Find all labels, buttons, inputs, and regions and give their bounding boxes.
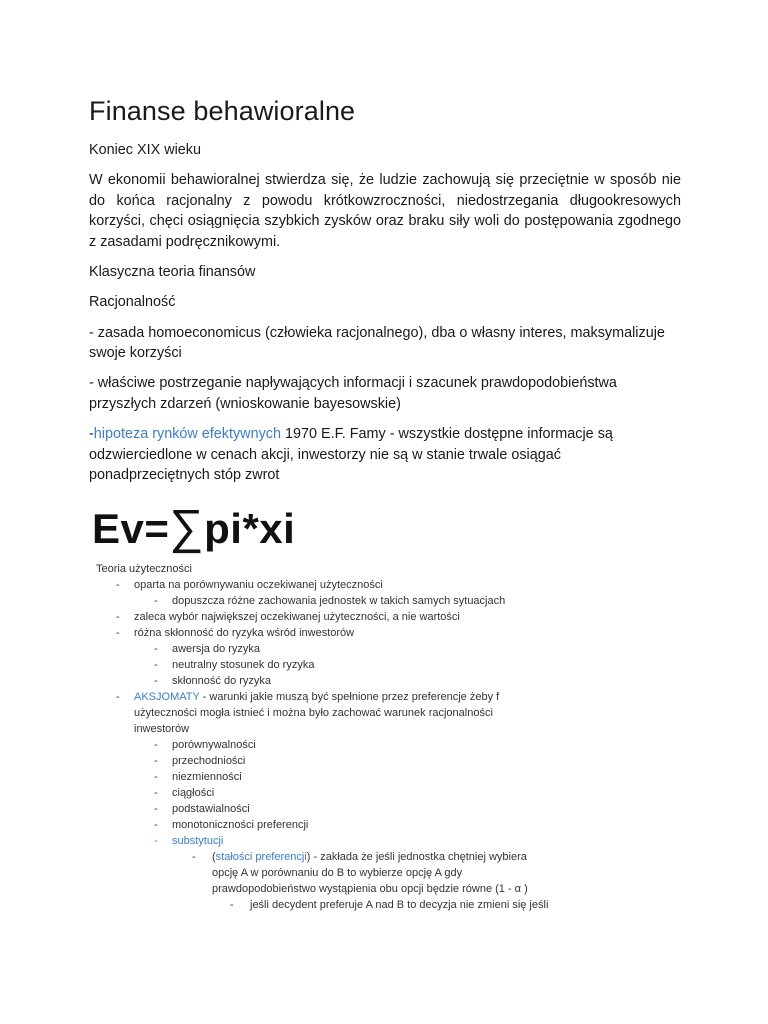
note-text-rest: - warunki jakie muszą być spełnione przez preferencje żeby f <box>199 691 500 703</box>
note-dash: - <box>116 579 120 591</box>
note-line <box>96 577 616 593</box>
note-line <box>96 721 616 737</box>
note-line <box>96 593 616 609</box>
note-text: różna skłonność do ryzyka wśród inwestorów <box>134 627 355 639</box>
note-text: jeśli decydent preferuje A nad B to decyzja nie zmieni się jeśli <box>250 899 549 911</box>
document-body <box>89 96 681 495</box>
note-dash: - <box>154 739 158 751</box>
efficient-markets-link[interactable]: hipoteza rynków efektywnych <box>93 426 281 443</box>
paragraph-dash: - <box>89 426 94 443</box>
sigma-symbol: ∑ <box>169 501 205 554</box>
note-dash: - <box>230 899 234 911</box>
note-text <box>134 689 499 705</box>
note-text: neutralny stosunek do ryzyka <box>172 659 315 671</box>
preference-stability-link[interactable]: stałości preferencji <box>215 851 307 863</box>
note-line <box>96 737 616 753</box>
paragraph-homoeconomicus: - zasada homoeconomicus (człowieka racjonalnego), dba o własny interes, maksymalizuje swoje korzyści <box>89 324 665 362</box>
note-text: awersja do ryzyka <box>172 643 261 655</box>
note-dash: - <box>154 835 158 847</box>
note-text: opcję A w porównaniu do B to wybierze opcję A gdy <box>212 867 463 879</box>
note-text: skłonność do ryzyka <box>172 675 272 687</box>
note-line <box>96 881 616 897</box>
note-text: ciągłości <box>172 787 215 799</box>
paragraph-efficient-markets <box>89 424 681 486</box>
note-line <box>96 625 616 641</box>
note-line <box>96 561 616 577</box>
paragraph-period: Koniec XIX wieku <box>89 142 201 158</box>
paragraph-bayesian: - właściwe postrzeganie napływających informacji i szacunek prawdopodobieństwa przyszłych zdarzeń (wnioskowanie bayesowskie) <box>89 375 617 412</box>
note-dash: - <box>154 803 158 815</box>
note-paren: ( <box>212 851 216 863</box>
note-line <box>96 657 616 673</box>
axioms-link[interactable]: AKSJOMATY <box>134 691 200 703</box>
note-heading: Teoria użyteczności <box>96 563 192 575</box>
note-line <box>96 673 616 689</box>
document-title: Finanse behawioralne <box>89 96 356 126</box>
note-dash: - <box>154 755 158 767</box>
note-line <box>96 705 616 721</box>
notes-screenshot <box>96 561 616 913</box>
substitution-link[interactable]: substytucji <box>172 835 224 847</box>
note-dash: - <box>192 851 196 863</box>
note-line <box>96 897 616 913</box>
note-dash: - <box>154 643 158 655</box>
paragraph-classic-theory: Klasyczna teoria finansów <box>89 264 256 281</box>
note-dash: - <box>116 611 120 623</box>
note-text-rest: ) - zakłada że jeśli jednostka chętniej wybiera <box>306 851 527 863</box>
note-text: porównywalności <box>172 739 256 751</box>
note-text: inwestorów <box>134 723 190 735</box>
note-text <box>212 849 527 865</box>
note-line <box>96 833 616 849</box>
note-text: oparta na porównywaniu oczekiwanej użyteczności <box>134 579 383 591</box>
note-line <box>96 817 616 833</box>
note-line <box>96 641 616 657</box>
note-dash: - <box>154 595 158 607</box>
note-text: prawdopodobieństwo wystąpienia obu opcji będzie równe (1 - α ) <box>212 883 528 895</box>
formula-right: pi*xi <box>204 505 296 552</box>
paragraph-rationality: Racjonalność <box>89 294 176 311</box>
note-line <box>96 753 616 769</box>
note-line <box>96 689 616 705</box>
note-line <box>96 609 616 625</box>
note-dash: - <box>154 675 158 687</box>
note-line <box>96 769 616 785</box>
note-line <box>96 865 616 881</box>
note-text: monotoniczności preferencji <box>172 819 309 831</box>
note-dash: - <box>154 771 158 783</box>
note-text: podstawialności <box>172 803 250 815</box>
expected-value-formula <box>92 502 295 555</box>
note-line <box>96 785 616 801</box>
paragraph-efficient-markets-text: 1970 E.F. Famy - wszystkie dostępne informacje są odzwierciedlone w cenach akcji, inwestorzy nie są w stanie trwale osiągać ponadprzeciętnych stóp zwrot <box>89 426 613 484</box>
note-dash: - <box>154 819 158 831</box>
note-line <box>96 849 616 865</box>
note-dash: - <box>116 627 120 639</box>
note-dash: - <box>154 659 158 671</box>
note-text: użyteczności mogła istnieć i można było zachować warunek racjonalności <box>134 707 493 719</box>
note-dash: - <box>154 787 158 799</box>
note-text: dopuszcza różne zachowania jednostek w takich samych sytuacjach <box>172 595 506 607</box>
note-text: zaleca wybór największej oczekiwanej użyteczności, a nie wartości <box>134 611 460 623</box>
paragraph-behavioral-economics: W ekonomii behawioralnej stwierdza się, że ludzie zachowują się przeciętnie w sposób nie do końca racjonalny z powodu krótkowzroczności, niedostrzegania długookresowych korzyści, chęci osiągnięcia szybkich zysków oraz braku siły woli do postępowania zgodnego z zasadami podręcznikowymi. <box>89 172 681 250</box>
formula-left: Ev= <box>92 505 170 552</box>
note-line <box>96 801 616 817</box>
note-text: niezmienności <box>172 771 242 783</box>
note-text: przechodniości <box>172 755 246 767</box>
note-dash: - <box>116 691 120 703</box>
